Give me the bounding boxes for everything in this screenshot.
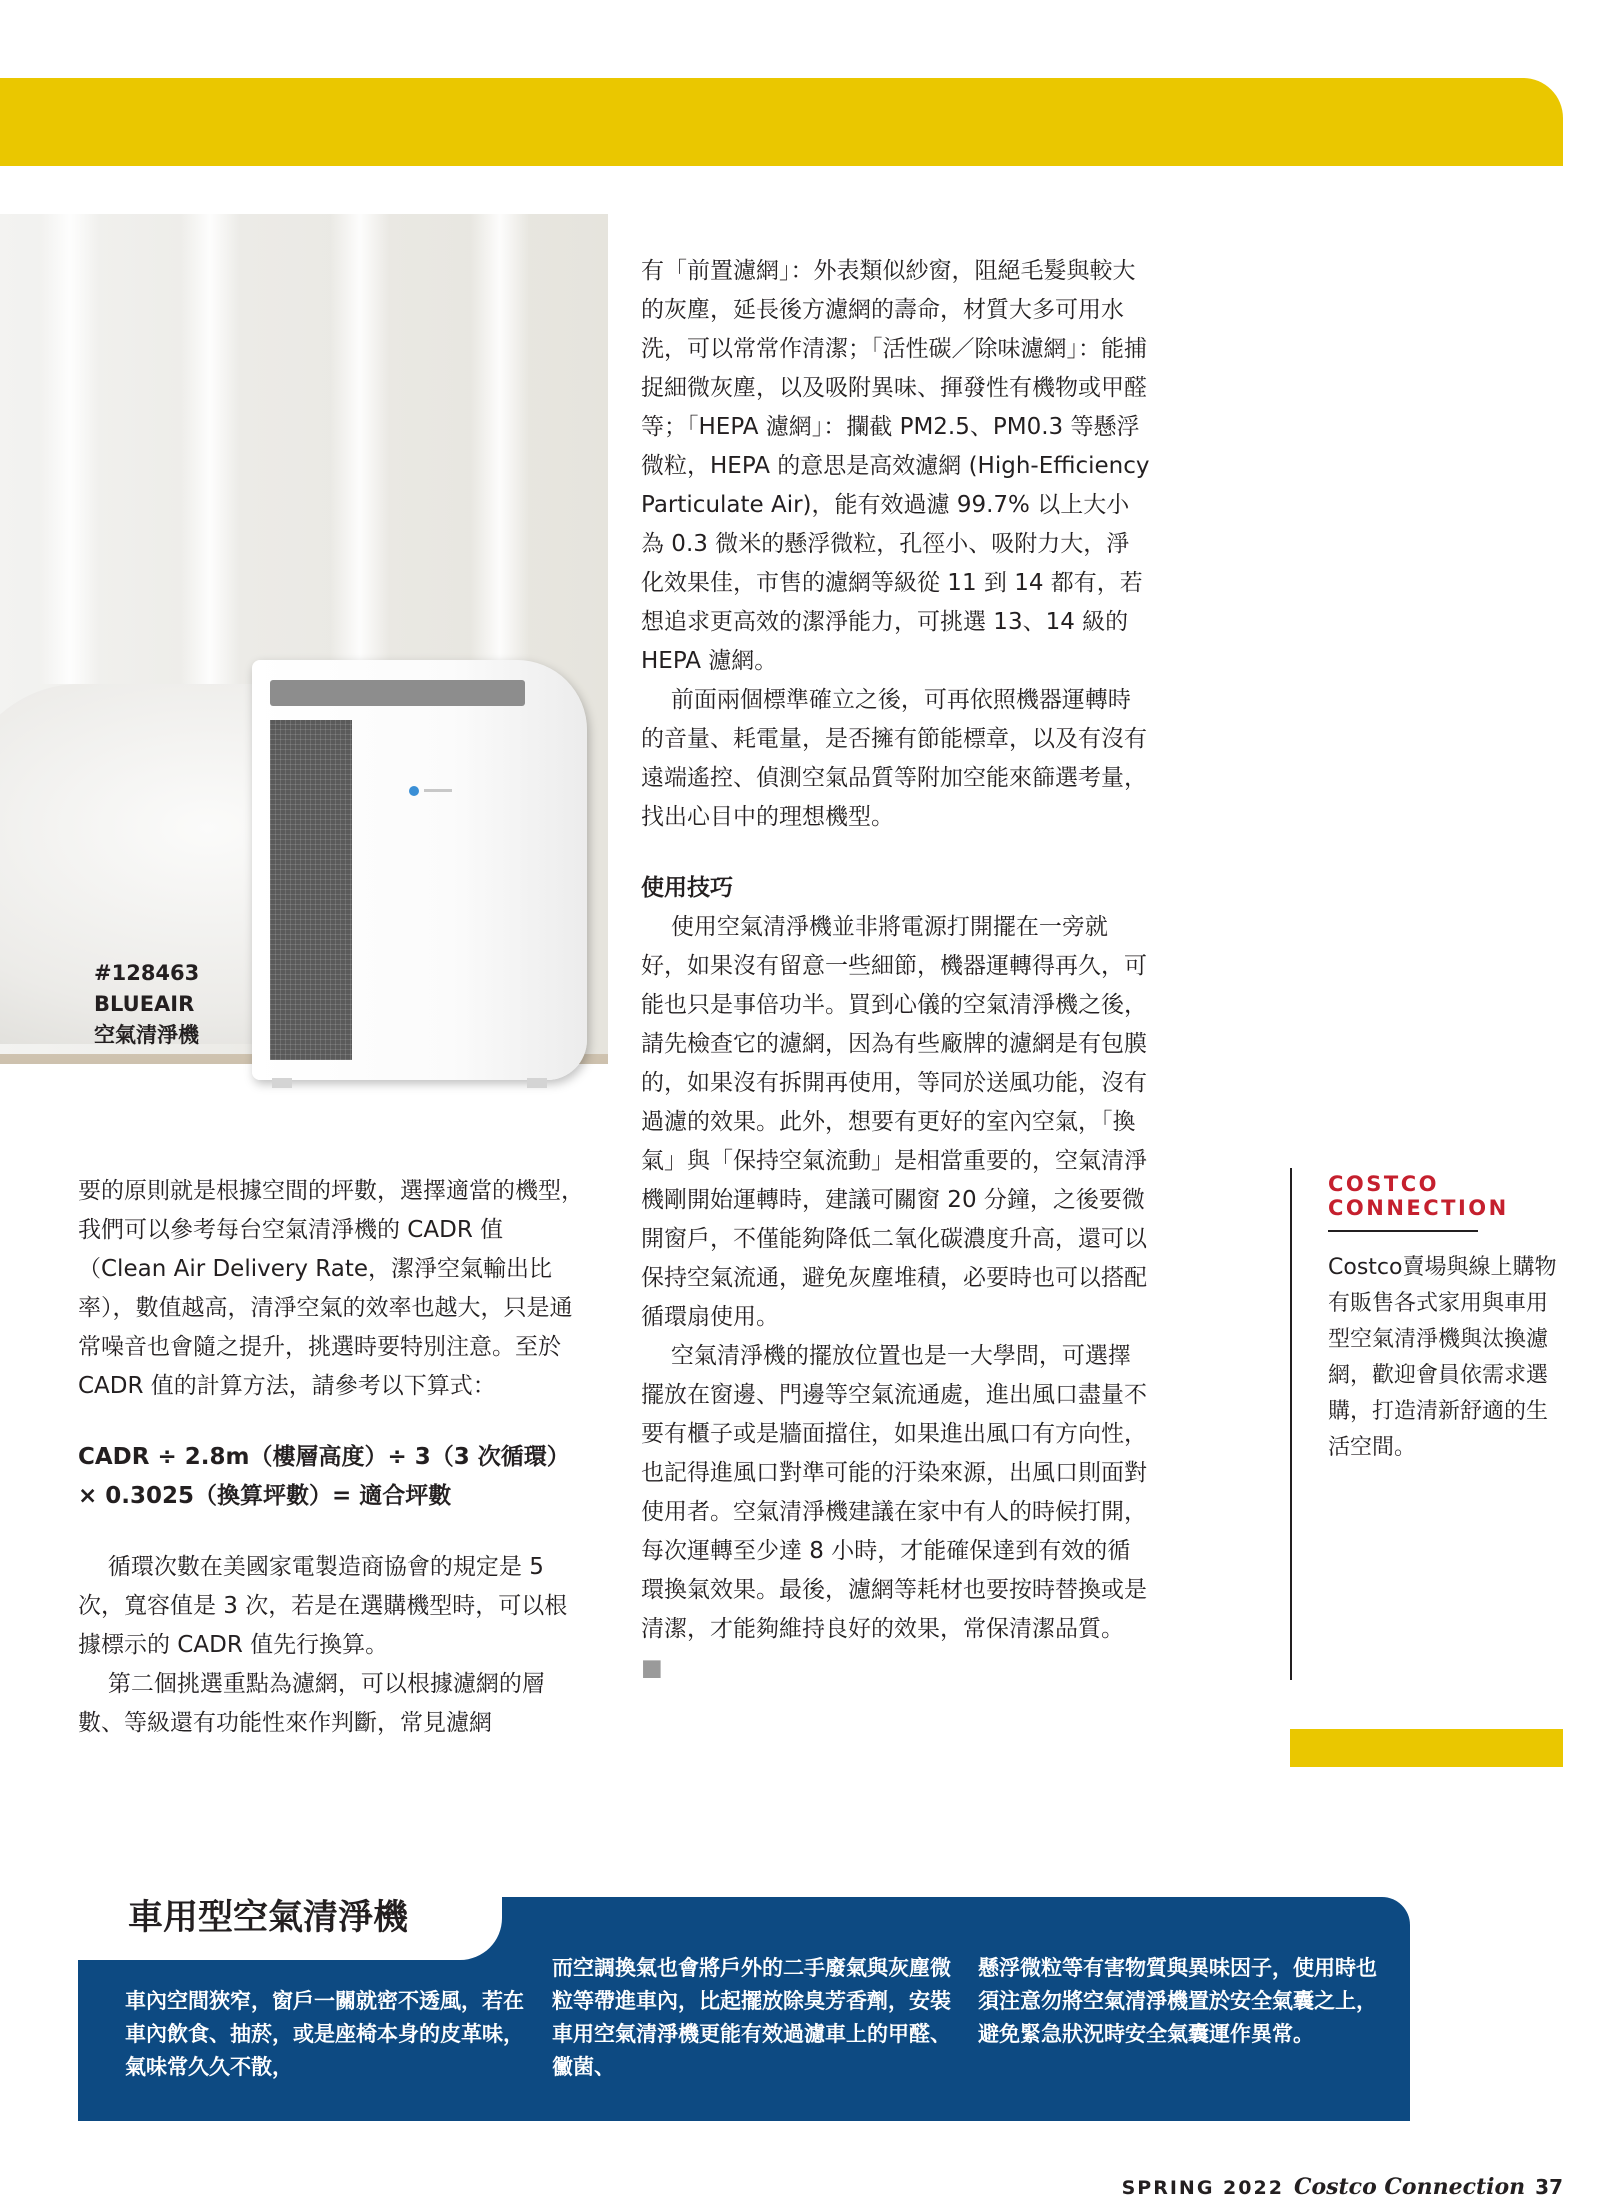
paragraph [641,1337,1151,1688]
purifier-logo-icon [409,786,419,796]
caption-brand: BLUEAIR [94,992,195,1016]
end-mark: ■ [641,1655,663,1681]
page-number: 37 [1535,2175,1563,2199]
curtain-fold [330,214,390,684]
air-purifier-image [252,660,587,1080]
issue-season: SPRING 2022 [1121,2177,1284,2199]
formula-line: CADR ÷ 2.8m（樓層高度）÷ 3（3 次循環） [78,1444,570,1470]
sidebar-yellow-bar [1290,1729,1563,1767]
sidebar-title-line: CONNECTION [1328,1196,1509,1220]
sidebar-text: Costco賣場與線上購物有販售各式家用與車用型空氣清淨機與汰換濾網，歡迎會員依需求選購，打造清新舒適的生活空間。 [1328,1255,1557,1460]
formula-line: × 0.3025（換算坪數）= 適合坪數 [78,1483,452,1509]
car-box-column-1: 車內空間狹窄，窗戶一關就密不透風，若在車內飲食、抽菸，或是座椅本身的皮革味，氣味常久久不散， [125,1989,524,2079]
purifier-foot [272,1078,292,1088]
magazine-name: Costco Connection [1293,2174,1526,2200]
car-box-column-2: 而空調換氣也會將戶外的二手廢氣與灰塵微粒等帶進車內，比起擺放除臭芳香劑，安裝車用空氣清淨機更能有效過濾車上的甲醛、黴菌、 [552,1956,951,2079]
curtain-fold [470,214,530,684]
sidebar-title [1328,1172,1528,1220]
car-box-column-3: 懸浮微粒等有害物質與異味因子，使用時也須注意勿將空氣清淨機置於安全氣囊之上，避免緊急狀況時安全氣囊運作異常。 [978,1956,1377,2046]
paragraph: 有「前置濾網」：外表類似紗窗，阻絕毛髮與較大的灰塵，延長後方濾網的壽命，材質大多可用水洗，可以常常作清潔；「活性碳／除味濾網」：能捕捉細微灰塵，以及吸附異味、揮發性有機物或甲醛等；「HEPA 濾網」：攔截 PM2.5、PM0.3 等懸浮微粒，HEPA 的意思是高效濾網 (High-Efficiency Particulate Air)，能有效過濾 99.7% 以上大小為 0.3 微米的懸浮微粒，孔徑小、吸附力大，淨化效果佳，市售的濾網等級從 11 到 14 都有，若想追求更高效的潔淨能力，可挑選 13、14 級的 HEPA 濾網。 [641,258,1150,674]
curtain-fold [40,214,100,684]
car-purifier-title: 車用型空氣清淨機 [128,1898,409,1938]
caption-product: 空氣清淨機 [94,1023,199,1047]
paragraph: 循環次數在美國家電製造商協會的規定是 5 次，寬容值是 3 次，若是在選購機型時，可以根據標示的 CADR 值先行換算。 [78,1554,568,1658]
top-yellow-bar [0,78,1563,166]
paragraph: 要的原則就是根據空間的坪數，選擇適當的機型，我們可以參考每台空氣清淨機的 CADR 值（Clean Air Delivery Rate，潔淨空氣輸出比率），數值越高，清淨空氣的效率也越大，只是通常噪音也會隨之提升，挑選時要特別注意。至於 CADR 值的計算方法，請參考以下算式： [78,1178,584,1399]
caption-item-number: #128463 [94,961,200,985]
page-footer [1122,2174,1563,2200]
paragraph-text: 空氣清淨機的擺放位置也是一大學問，可選擇擺放在窗邊、門邊等空氣流通處，進出風口盡量不要有櫃子或是牆面擋住，如果進出風口有方向性，也記得進風口對準可能的汙染來源，出風口則面對使用者。空氣清淨機建議在家中有人的時候打開，每次運轉至少達 8 小時，才能確保達到有效的循環換氣效果。最後，濾網等耗材也要按時替換或是清潔，才能夠維持良好的效果，常保清潔品質。 [641,1343,1147,1642]
section-heading: 使用技巧 [641,875,733,901]
curtain-fold [180,214,240,684]
purifier-logo-text [424,789,452,792]
purifier-side-grille [270,720,352,1060]
purifier-top-vent [270,680,525,706]
left-text-column [78,1172,584,1743]
paragraph: 前面兩個標準確立之後，可再依照機器運轉時的音量、耗電量，是否擁有節能標章，以及有沒有遠端遙控、偵測空氣品質等附加空能來篩選考量，找出心目中的理想機型。 [641,687,1147,830]
sidebar-divider [1290,1168,1292,1680]
purifier-foot [527,1078,547,1088]
sidebar-rule [1328,1230,1478,1232]
sidebar-title-line: COSTCO [1328,1172,1439,1196]
photo-caption [94,958,199,1051]
middle-text-column [641,252,1151,1688]
paragraph: 使用空氣清淨機並非將電源打開擺在一旁就好，如果沒有留意一些細節，機器運轉得再久，可能也只是事倍功半。買到心儀的空氣清淨機之後，請先檢查它的濾網，因為有些廠牌的濾網是有包膜的，如果沒有拆開再使用，等同於送風功能，沒有過濾的效果。此外，想要有更好的室內空氣，「換氣」與「保持空氣流動」是相當重要的，空氣清淨機剛開始運轉時，建議可關窗 20 分鐘，之後要微開窗戶，不僅能夠降低二氧化碳濃度升高，還可以保持空氣流通，避免灰塵堆積，必要時也可以搭配循環扇使用。 [641,914,1147,1330]
paragraph: 第二個挑選重點為濾網，可以根據濾網的層數、等級還有功能性來作判斷，常見濾網 [78,1671,545,1736]
